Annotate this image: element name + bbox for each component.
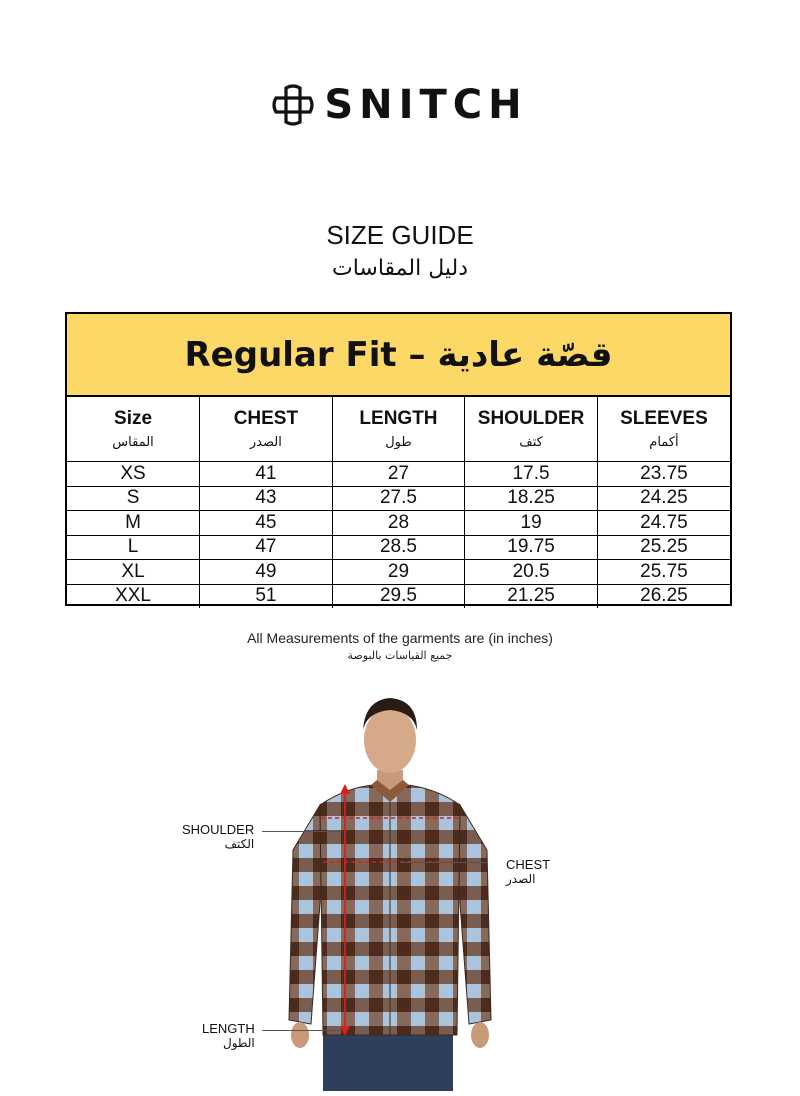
column-header-length [332, 397, 465, 462]
table-cell: 29 [332, 560, 465, 585]
shoulder-leader-line [262, 831, 342, 832]
table-cell: 24.25 [597, 486, 730, 511]
table-cell: 51 [200, 584, 333, 608]
measurement-note: All Measurements of the garments are (in inches) [247, 630, 553, 646]
table-cell: 27.5 [332, 486, 465, 511]
column-header-shoulder [465, 397, 598, 462]
table-cell: 21.25 [465, 584, 598, 608]
table-header-row [67, 397, 730, 462]
chest-label-ar: الصدر [506, 872, 536, 886]
table-cell: 28 [332, 511, 465, 536]
column-header-size [67, 397, 200, 462]
table-cell: XS [67, 462, 200, 487]
table-cell: M [67, 511, 200, 536]
table-cell: 19 [465, 511, 598, 536]
page-title: SIZE GUIDE [326, 220, 474, 250]
table-cell: 19.75 [465, 535, 598, 560]
column-header-ar: المقاس [112, 435, 154, 450]
size-chart [65, 312, 732, 606]
chest-label [506, 857, 550, 886]
table-cell: 23.75 [597, 462, 730, 487]
table-row [67, 535, 730, 560]
table-cell: 25.25 [597, 535, 730, 560]
length-label [202, 1021, 255, 1050]
table-cell: 28.5 [332, 535, 465, 560]
table-body [67, 462, 730, 609]
table-row [67, 584, 730, 608]
column-header-en: Size [114, 408, 153, 429]
table-cell: 43 [200, 486, 333, 511]
chest-label-en: CHEST [506, 857, 551, 872]
table-cell: 47 [200, 535, 333, 560]
table-cell: 45 [200, 511, 333, 536]
brand-logo [0, 82, 800, 128]
length-label-ar: الطول [222, 1036, 255, 1050]
table-row [67, 511, 730, 536]
column-header-sleeves [597, 397, 730, 462]
fit-title-en: Regular Fit – [184, 334, 426, 375]
shoulder-label-ar: الكتف [224, 837, 255, 851]
brand-name: SNITCH [324, 82, 528, 128]
length-label-en: LENGTH [202, 1021, 255, 1036]
shoulder-label [182, 822, 254, 851]
table-row [67, 560, 730, 585]
column-header-ar: طول [385, 435, 412, 450]
chest-leader-line [400, 862, 488, 863]
column-header-en: SHOULDER [477, 408, 585, 429]
table-cell: 41 [200, 462, 333, 487]
fit-title [67, 314, 730, 397]
column-header-ar: الصدر [249, 435, 282, 450]
shoulder-label-en: SHOULDER [182, 822, 255, 837]
table-cell: 25.75 [597, 560, 730, 585]
fit-title-ar: قصّة عادية [437, 334, 613, 375]
column-header-en: SLEEVES [620, 408, 708, 429]
table-cell: 49 [200, 560, 333, 585]
table-row [67, 486, 730, 511]
page-title-arabic: دليل المقاسات [331, 256, 468, 281]
column-header-en: LENGTH [359, 408, 438, 429]
column-header-en: CHEST [233, 408, 299, 429]
column-header-chest [200, 397, 333, 462]
table-cell: 26.25 [597, 584, 730, 608]
table-cell: L [67, 535, 200, 560]
table-cell: XXL [67, 584, 200, 608]
table-cell: 17.5 [465, 462, 598, 487]
column-header-ar: كتف [519, 435, 543, 450]
table-cell: S [67, 486, 200, 511]
table-cell: 27 [332, 462, 465, 487]
hash-knot-icon [272, 84, 314, 126]
length-leader-line [262, 1030, 342, 1031]
table-cell: XL [67, 560, 200, 585]
column-header-ar: أكمام [649, 435, 679, 450]
table-cell: 20.5 [465, 560, 598, 585]
size-table [67, 397, 730, 608]
table-row [67, 462, 730, 487]
table-cell: 18.25 [465, 486, 598, 511]
measurement-note-arabic: جميع القياسات بالبوصة [347, 649, 453, 662]
table-cell: 29.5 [332, 584, 465, 608]
table-cell: 24.75 [597, 511, 730, 536]
